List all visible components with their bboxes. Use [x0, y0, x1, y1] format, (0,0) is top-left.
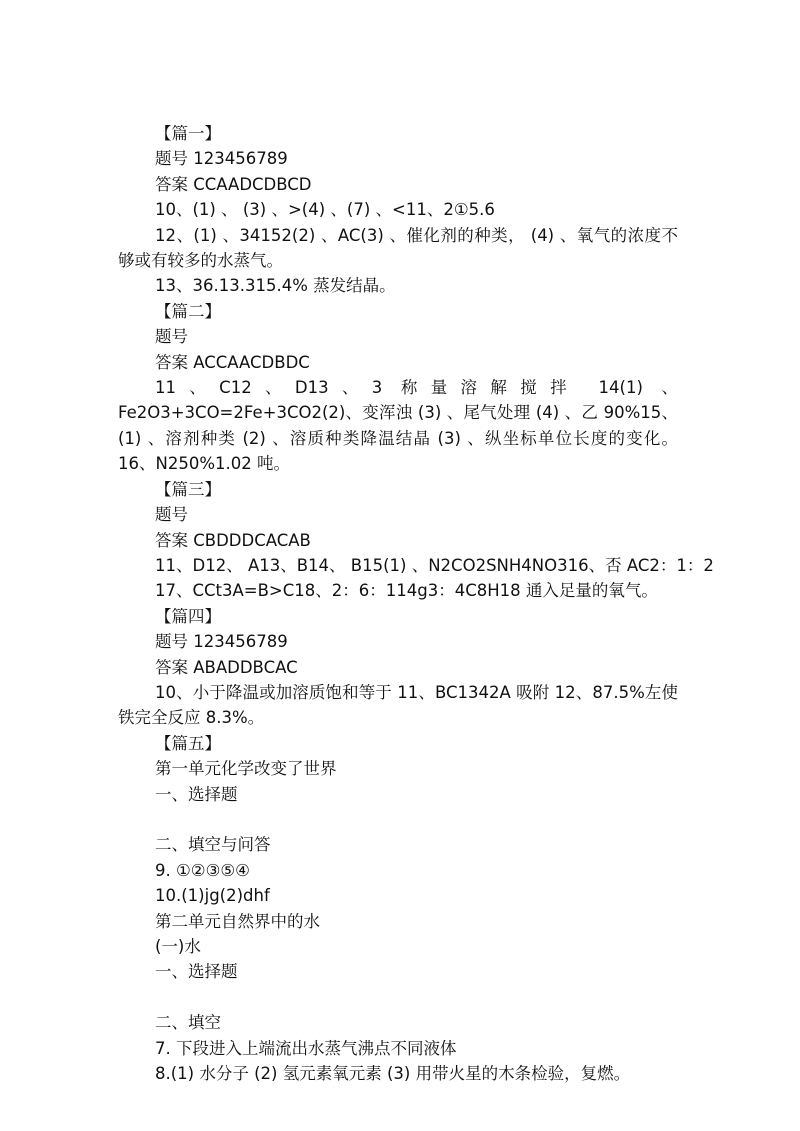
unit-1-answer-9: 9. ①②③⑤④: [155, 860, 250, 880]
section-1-answer-13: 13、36.13.315.4% 蒸发结晶。: [155, 276, 396, 296]
section-1-answer-10: 10、(1) 、 (3) 、>(4) 、(7) 、<11、2①5.6: [155, 200, 495, 220]
document-body: [118, 121, 714, 1086]
section-3-header: 【篇三】: [155, 479, 221, 499]
section-5-header: 【篇五】: [155, 733, 221, 753]
blank-line: [118, 985, 678, 1010]
section-2-header: 【篇二】: [155, 301, 221, 321]
section-4-question-numbers: 题号 123456789: [155, 632, 288, 652]
unit-2-subtitle: (一)水: [155, 936, 201, 956]
unit-1-multiple-choice-heading: 一、选择题: [155, 784, 238, 804]
section-1-answer-12: 12、(1) 、34152(2) 、AC(3) 、催化剂的种类， (4) 、氧气的浓度不够或有较多的水蒸气。: [118, 225, 678, 271]
section-4-header: 【篇四】: [155, 606, 221, 626]
section-4-answer-paragraph: 10、小于降温或加溶质饱和等于 11、BC1342A 吸附 12、87.5%左使铁完全反应 8.3%。: [118, 682, 678, 728]
section-1-question-numbers: 题号 123456789: [155, 149, 288, 169]
section-1-header: 【篇一】: [155, 124, 221, 143]
unit-1-answer-10: 10.(1)jg(2)dhf: [155, 886, 270, 906]
section-2-answer-paragraph: 11、C12、D13、3 称量溶解搅拌 14(1) 、Fe2O3+3CO=2Fe+3CO2(2)、变浑浊 (3) 、尾气处理 (4) 、乙 90%15、(1) 、溶剂种类 (2) 、溶质种类降温结晶 (3) 、纵坐标单位长度的变化。 16、N250%1.02 吨。: [118, 378, 678, 474]
section-3-answer-17: 17、CCt3A=B>C18、2：6：114g3：4C8H18 通入足量的氧气。: [155, 581, 658, 601]
section-3-answers: 答案 CBDDDCACAB: [155, 530, 311, 550]
unit-1-fill-in-heading: 二、填空与问答: [155, 835, 271, 855]
unit-2-answer-7: 7. 下段进入上端流出水蒸气沸点不同液体: [155, 1038, 457, 1058]
section-3-answer-11: 11、D12、 A13、B14、 B15(1) 、N2CO2SNH4NO316、否 AC2：1：2: [155, 555, 714, 575]
section-3-question-numbers: 题号: [155, 505, 188, 525]
section-4-answers: 答案 ABADDBCAC: [155, 657, 298, 677]
unit-1-title: 第一单元化学改变了世界: [155, 759, 337, 779]
section-1-answers: 答案 CCAADCDBCD: [155, 174, 312, 194]
unit-2-answer-8: 8.(1) 水分子 (2) 氢元素氧元素 (3) 用带火星的木条检验，复燃。: [155, 1064, 631, 1083]
blank-line: [118, 807, 678, 832]
unit-2-fill-in-heading: 二、填空: [155, 1013, 221, 1033]
unit-2-multiple-choice-heading: 一、选择题: [155, 962, 238, 982]
unit-2-title: 第二单元自然界中的水: [155, 911, 320, 931]
section-2-answers: 答案 ACCAACDBDC: [155, 352, 310, 372]
section-2-question-numbers: 题号: [155, 327, 188, 347]
